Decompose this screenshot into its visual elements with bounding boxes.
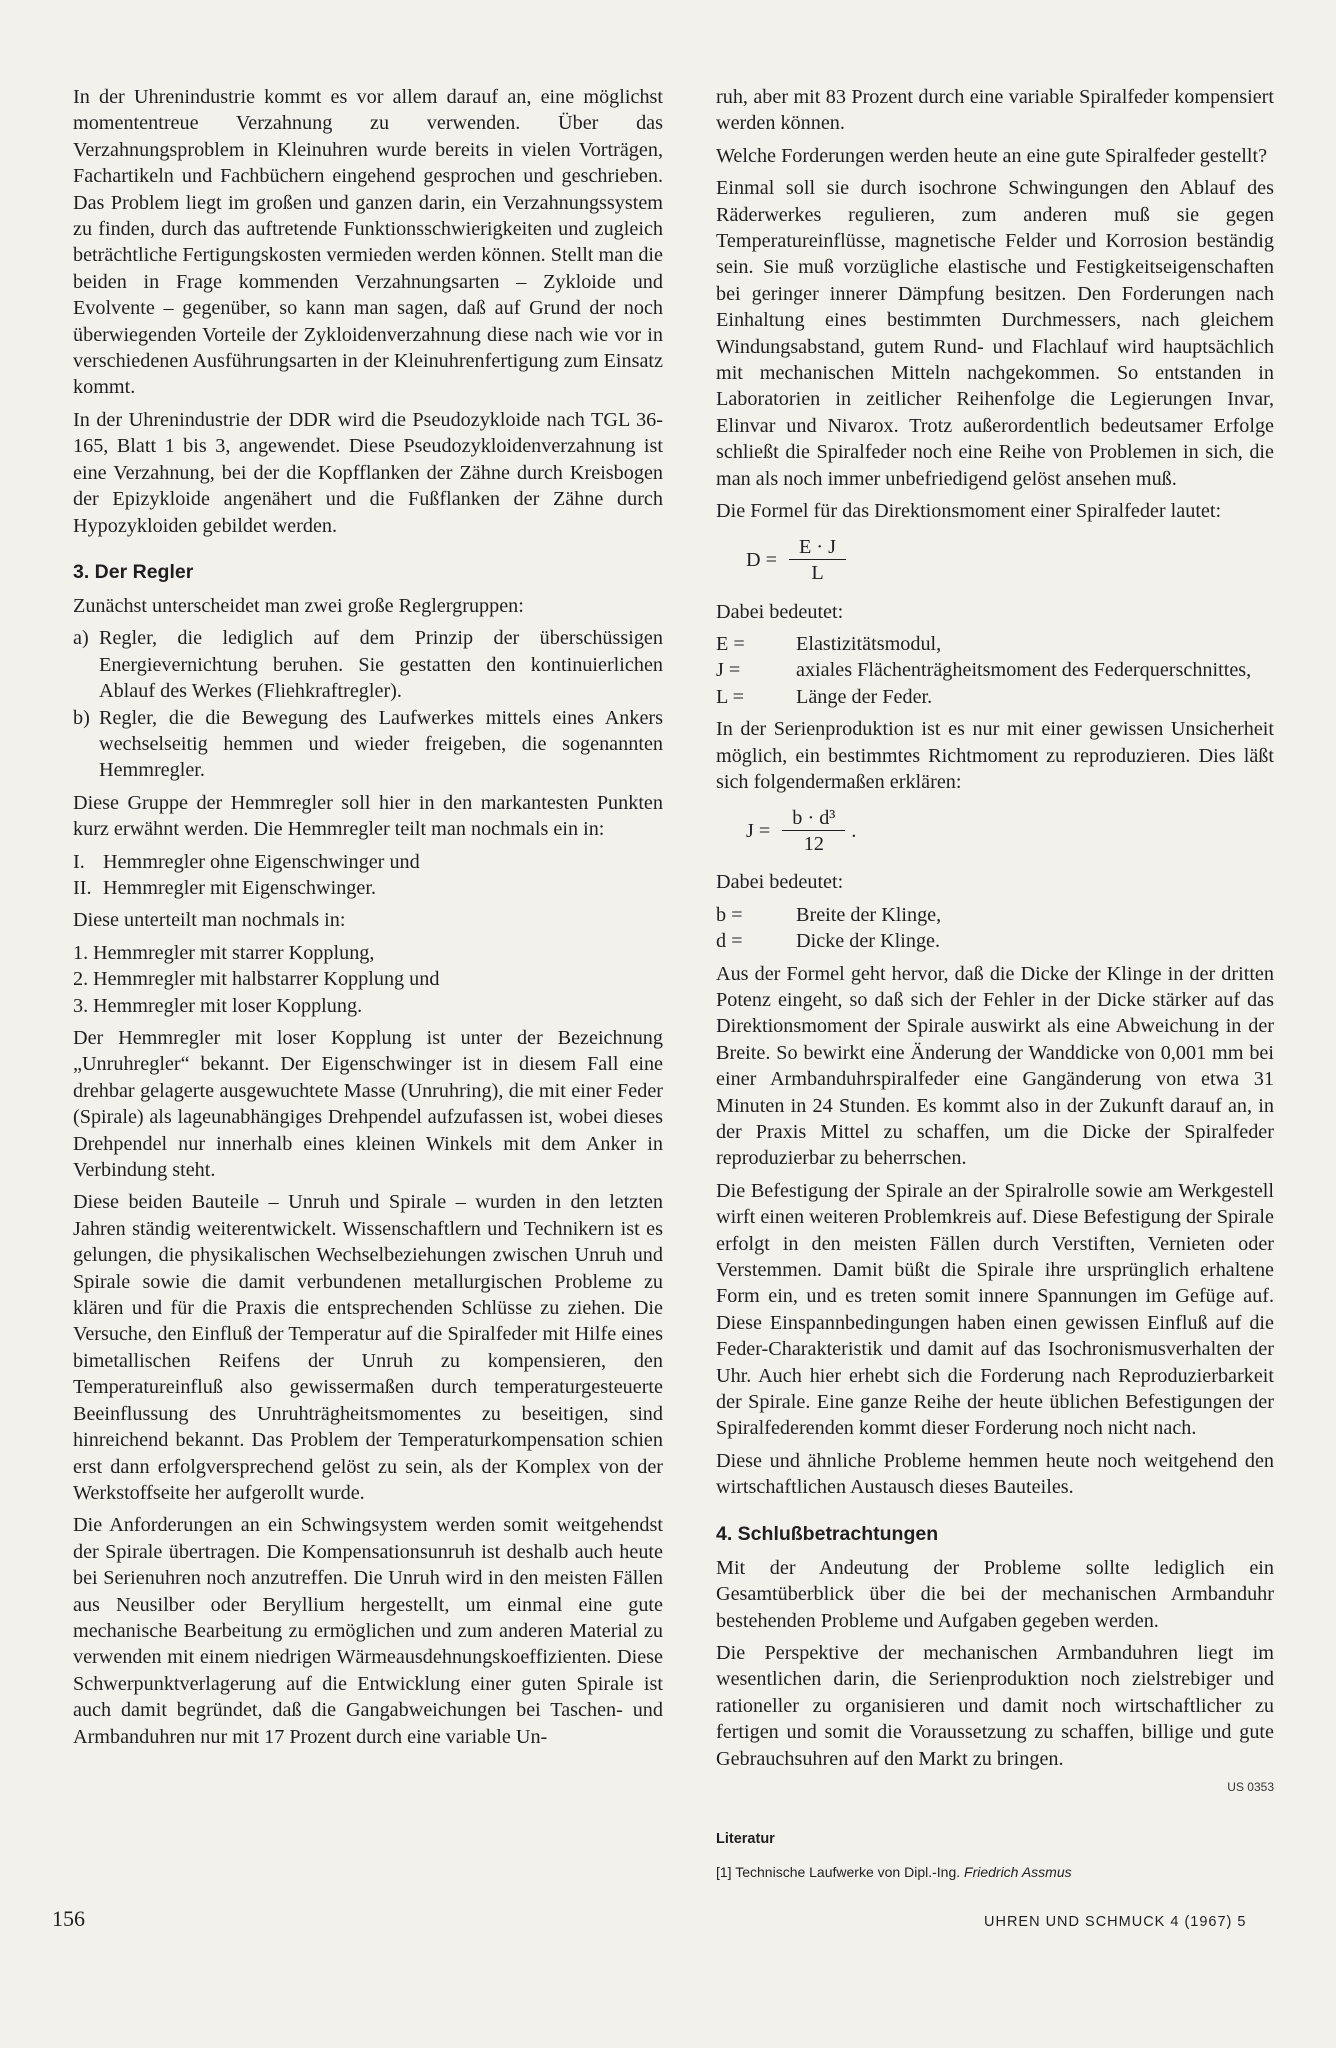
left-column bbox=[73, 84, 663, 1756]
formula-numerator: b · d³ bbox=[782, 806, 845, 831]
definition-row bbox=[716, 684, 1274, 710]
paragraph: Die Formel für das Direktionsmoment einer Spiralfeder lautet: bbox=[716, 500, 1222, 523]
paragraph: Der Hemmregler mit loser Kopplung ist unter der Bezeichnung „Unruhregler“ bekannt. Der Eigenschwinger ist in diesem Fall eine drehbar gelagerte ausgewuchtete Masse (Unruhring), die mit einer Feder (Spirale) als lageunabhängiges Drehpendel aufzufassen ist, wobei dieses Drehpendel nur innerhalb eines kleinen Winkels mit dem Anker in Verbindung steht. bbox=[73, 1027, 663, 1182]
definition-symbol: b = bbox=[716, 903, 743, 926]
literature-item bbox=[716, 1859, 1274, 1885]
literature-text: Technische Laufwerke von Dipl.-Ing. bbox=[735, 1863, 961, 1880]
list-label: b) bbox=[73, 706, 90, 729]
definition-text: Länge der Feder. bbox=[796, 685, 933, 708]
list-text: Hemmregler mit halbstarrer Kopplung und bbox=[93, 968, 440, 991]
paragraph: Dabei bedeutet: bbox=[716, 600, 844, 623]
definitions-list bbox=[716, 631, 1274, 710]
definition-symbol: J = bbox=[716, 659, 741, 682]
formula-numerator: E · J bbox=[789, 535, 846, 560]
definition-text: Dicke der Klinge. bbox=[796, 930, 941, 953]
formula-fraction bbox=[789, 535, 846, 586]
formula-fraction bbox=[782, 806, 845, 857]
list-text: Regler, die die Bewegung des Laufwerkes mittels eines Ankers wechselseitig hemmen und wieder freigeben, die sogenannten Hemmregler. bbox=[99, 706, 663, 782]
formula-denominator: L bbox=[811, 562, 824, 584]
formula-period: . bbox=[851, 820, 857, 843]
list-text: Regler, die lediglich auf dem Prinzip der überschüssigen Energievernichtung beruhen. Sie gestatten den kontinuierlichen Ablauf des Werkes (Fliehkraftregler). bbox=[99, 627, 663, 703]
list-label: I. bbox=[73, 850, 85, 873]
paragraph: In der Uhrenindustrie kommt es vor allem darauf an, eine möglichst momententreue Verzahnung zu verwenden. Über das Verzahnungsproblem in Kleinuhren wurde bereits in vielen Vorträgen, Fachartikeln und Fachbüchern eingehend gesprochen und geschrieben. Das Problem liegt im großen und ganzen darin, ein Verzahnungssystem zu finden, durch das auftretende Funktionsschwierigkeiten und zugleich beträchtliche Fertigungskosten vermieden werden können. Stellt man die beiden in Frage kommenden Verzahnungsarten – Zykloide und Evolvente – gegenüber, so kann man sagen, daß auf Grund der noch überwiegenden Vorteile der Zykloidenverzahnung diese nach wie vor in verschiedenen Ausführungsarten in der Kleinuhrenfertigung zum Einsatz kommt. bbox=[73, 86, 663, 399]
definition-row bbox=[716, 928, 1274, 954]
definition-row bbox=[716, 657, 1274, 683]
page-number: 156 bbox=[52, 1906, 85, 1931]
journal-footer: UHREN UND SCHMUCK 4 (1967) 5 bbox=[984, 1914, 1247, 1930]
list-item bbox=[73, 705, 663, 784]
list-text: Hemmregler mit Eigenschwinger. bbox=[103, 876, 377, 899]
paragraph: Einmal soll sie durch isochrone Schwingungen den Ablauf des Räderwerkes regulieren, zum anderen muß sie gegen Temperatureinflüsse, magnetische Felder und Korrosion beständig sein. Sie muß vorzügliche elastische und Festigkeitseigenschaften bei geringer innerer Dämpfung besitzen. Den Forderungen nach Einhaltung eines bestimmten Durchmessers, nach gleichem Windungsabstand, gutem Rund- und Flachlauf wird hauptsächlich mit mechanischen Mitteln nachgekommen. So entstanden in Laboratorien in zeitlicher Reihenfolge die Legierungen Invar, Elinvar und Nivarox. Trotz außerordentlich bedeutsamer Erfolge schließt die Spiralfeder noch eine Reihe von Problemen in sich, die man als noch immer unbefriedigend gelöst ansehen muß. bbox=[716, 177, 1274, 490]
list-text: Hemmregler ohne Eigenschwinger und bbox=[103, 850, 420, 873]
paragraph: Aus der Formel geht hervor, daß die Dicke der Klinge in der dritten Potenz eingeht, so daß sich der Fehler in der Dicke stärker auf das Direktionsmoment der Spirale auswirkt als eine Abweichung in der Breite. So bewirkt eine Änderung der Wanddicke von 0,001 mm bei einer Armbanduhrspiralfeder eine Gangänderung von etwa 31 Minuten in 24 Stunden. Es kommt also in der Zukunft darauf an, in der Praxis Mittel zu schaffen, um die Dicke der Spiralfeder reproduzierbar zu beherrschen. bbox=[716, 962, 1274, 1170]
formula-direktionsmoment bbox=[746, 531, 1274, 591]
list-text: Hemmregler mit starrer Kopplung, bbox=[93, 941, 375, 964]
definition-symbol: d = bbox=[716, 930, 743, 953]
literature-author: Friedrich Assmus bbox=[964, 1863, 1072, 1880]
paragraph: Zunächst unterscheidet man zwei große Reglergruppen: bbox=[73, 594, 524, 617]
definition-symbol: E = bbox=[716, 632, 745, 655]
list-item bbox=[73, 849, 663, 875]
list-label: II. bbox=[73, 876, 92, 899]
paragraph: Die Befestigung der Spirale an der Spiralrolle sowie am Werkgestell wirft einen weiteren Problemkreis auf. Diese Befestigung der Spirale erfolgt in den meisten Fällen durch Verstiften, Vernieten oder Verstemmen. Damit büßt die Spirale ihre ursprünglich erhaltene Form ein, und es treten somit innere Spannungen im Gefüge auf. Diese Einspannbedingungen haben einen gewissen Einfluß auf die Feder-Charakteristik und damit auf das Isochronismusverhalten der Uhr. Auch hier erhebt sich die Forderung nach Reproduzierbarkeit der Spirale. Eine ganze Reihe der heute üblichen Befestigungen der Spiralfederenden kommt dieser Forderung noch nicht nach. bbox=[716, 1179, 1274, 1440]
definition-text: Elastizitätsmodul, bbox=[796, 632, 942, 655]
formula-traegheitsmoment bbox=[746, 801, 1274, 861]
right-column bbox=[716, 84, 1274, 1885]
definition-row bbox=[716, 631, 1274, 657]
paragraph: Diese und ähnliche Probleme hemmen heute noch weitgehend den wirtschaftlichen Austausch dieses Bauteiles. bbox=[716, 1449, 1274, 1499]
list-item bbox=[73, 993, 663, 1019]
definitions-list bbox=[716, 902, 1274, 955]
list-label: 1. bbox=[73, 941, 89, 964]
list-regler-groups bbox=[73, 625, 663, 783]
section-heading: 4. Schlußbetrachtungen bbox=[716, 1522, 939, 1545]
formula-denominator: 12 bbox=[803, 832, 824, 855]
paragraph: Diese Gruppe der Hemmregler soll hier in den markantesten Punkten kurz erwähnt werden. Die Hemmregler teilt man nochmals ein in: bbox=[73, 791, 663, 841]
list-label: 3. bbox=[73, 994, 89, 1017]
definition-row bbox=[716, 902, 1274, 928]
list-text: Hemmregler mit loser Kopplung. bbox=[93, 994, 363, 1017]
list-item bbox=[73, 966, 663, 992]
section-heading: 3. Der Regler bbox=[73, 560, 194, 583]
paragraph: Die Anforderungen an ein Schwingsystem werden somit weitgehendst der Spirale übertragen. Die Kompensationsunruh ist deshalb auch heute bei Serienuhren noch anzutreffen. Die Unruh wird in den meisten Fällen aus Neusilber oder Beryllium hergestellt, um einmal eine gute mechanische Bearbeitung zu ermöglichen und zum anderen Material zu verwenden mit einem niedrigen Wärmeausdehnungskoeffizienten. Diese Schwerpunktverlagerung auf die Entwicklung einer guten Spirale ist auch damit begründet, daß die Gangabweichungen bei Taschen- und Armbanduhren nur mit 17 Prozent durch eine variable Un- bbox=[73, 1514, 663, 1748]
list-kopplung bbox=[73, 940, 663, 1019]
paragraph: In der Serienproduktion ist es nur mit einer gewissen Unsicherheit möglich, ein bestimmtes Richtmoment zu reproduzieren. Dies läßt sich folgendermaßen erklären: bbox=[716, 718, 1274, 793]
paragraph: ruh, aber mit 83 Prozent durch eine variable Spiralfeder kompensiert werden können. bbox=[716, 86, 1274, 135]
paragraph: Die Perspektive der mechanischen Armbanduhren liegt im wesentlichen darin, die Serienproduktion noch zielstrebiger und rationeller zu organisieren und damit noch wirtschaftlicher zu fertigen und somit die Voraussetzung zu schaffen, billige und gute Gebrauchsuhren auf den Markt zu bringen. bbox=[716, 1641, 1274, 1770]
definition-symbol: L = bbox=[716, 685, 745, 708]
list-label: 2. bbox=[73, 968, 89, 991]
list-hemmregler bbox=[73, 849, 663, 902]
literature-heading: Literatur bbox=[716, 1831, 775, 1848]
author-code: US 0353 bbox=[1227, 1779, 1274, 1794]
paragraph: Diese unterteilt man nochmals in: bbox=[73, 909, 346, 932]
paragraph: Mit der Andeutung der Probleme sollte lediglich ein Gesamtüberblick über die bei der mechanischen Armbanduhr bestehenden Probleme und Aufgaben gegeben werden. bbox=[716, 1556, 1274, 1632]
definition-text: axiales Flächenträgheitsmoment des Federquerschnittes, bbox=[796, 659, 1252, 682]
list-item bbox=[73, 625, 663, 704]
literature-number: [1] bbox=[716, 1863, 732, 1880]
definition-text: Breite der Klinge, bbox=[796, 903, 942, 926]
list-item bbox=[73, 940, 663, 966]
list-item bbox=[73, 875, 663, 901]
paragraph: Diese beiden Bauteile – Unruh und Spirale – wurden in den letzten Jahren ständig weiterentwickelt. Wissenschaftlern und Technikern ist es gelungen, die physikalischen Wechselbeziehungen zwischen Unruh und Spirale sowie die damit verbundenen metallurgischen Probleme zu klären und für die Praxis die entsprechenden Schlüsse zu ziehen. Die Versuche, den Einfluß der Temperatur auf die Spiralfeder mit Hilfe eines bimetallischen Reifens der Unruh zu kompensieren, den Temperatureinfluß also gewissermaßen durch temperaturgesteuerte Beeinflussung des Unruhträgheitsmomentes zu beseitigen, sind hinreichend bekannt. Das Problem der Temperaturkompensation schien erst dann erfolgversprechend gelöst zu sein, als der Komplex von der Werkstoffseite her aufgerollt wurde. bbox=[73, 1191, 663, 1504]
list-label: a) bbox=[73, 627, 89, 650]
formula-lhs: D = bbox=[746, 549, 778, 572]
paragraph: In der Uhrenindustrie der DDR wird die Pseudozykloide nach TGL 36-165, Blatt 1 bis 3, angewendet. Diese Pseudozykloidenverzahnung ist eine Verzahnung, bei der die Kopfflanken der Zähne durch Kreisbogen der Epizykloide angenähert und die Fußflanken der Zähne durch Hypozykloiden gebildet werden. bbox=[73, 408, 663, 537]
formula-lhs: J = bbox=[746, 820, 771, 843]
paragraph: Welche Forderungen werden heute an eine gute Spiralfeder gestellt? bbox=[716, 144, 1268, 167]
paragraph: Dabei bedeutet: bbox=[716, 871, 844, 894]
